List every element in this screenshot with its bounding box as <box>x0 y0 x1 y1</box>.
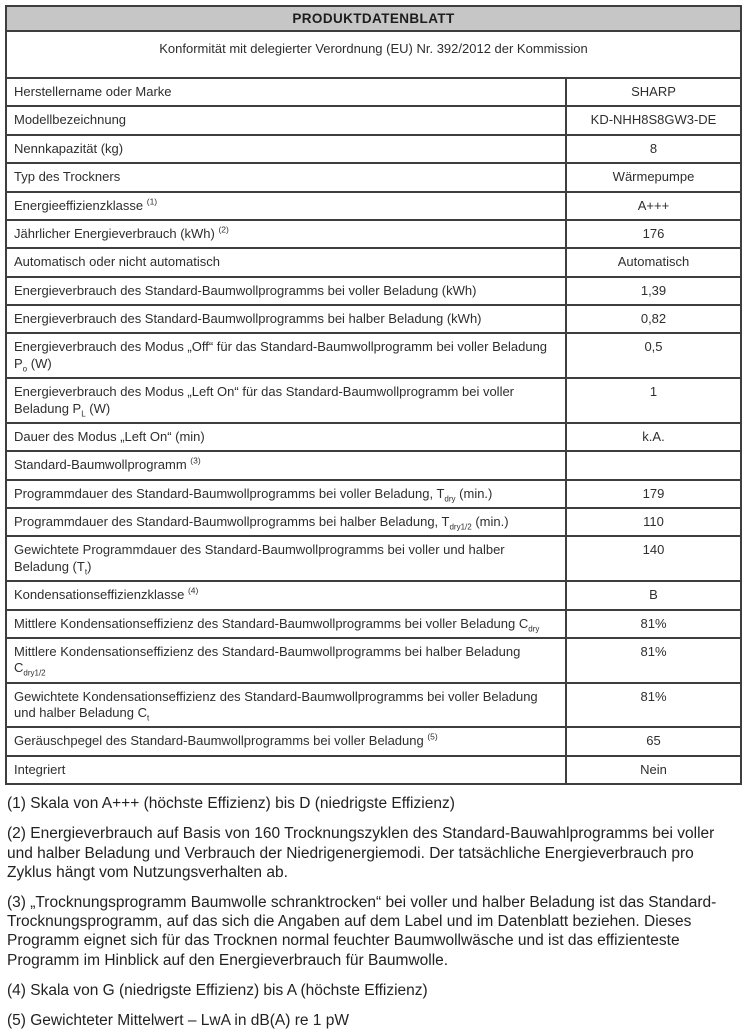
row-label: Typ des Trockners <box>6 163 566 191</box>
title-row <box>6 6 741 31</box>
table-row <box>6 423 741 451</box>
table-row <box>6 106 741 134</box>
row-value: Nein <box>566 756 741 784</box>
row-label: Gewichtete Programmdauer des Standard-Baumwollprogramms bei voller und halber Beladung $(T_t)$ <box>6 536 566 581</box>
row-value: 8 <box>566 135 741 163</box>
row-value: Automatisch <box>566 248 741 276</box>
footnote: (3) „Trocknungsprogramm Baumwolle schranktrocken“ bei voller und halber Beladung ist das Standard-Trocknungsprogramm, auf das sich die Angaben auf dem Label und im Datenblatt beziehen. Dieses Programm eignet sich für das Trocknen normal feuchter Baumwollwäsche und ist das effizienteste Programm im Hinblick auf den Energieverbrauch für Baumwolle. <box>7 894 717 969</box>
footnote-marker: (5) <box>427 732 438 743</box>
table-row <box>6 192 741 220</box>
row-label: Energieverbrauch des Modus „Off“ für das Standard-Baumwollprogramm bei voller Beladung $P_o$ (W) <box>6 333 566 378</box>
row-value <box>566 451 741 479</box>
footnote-marker: (2) <box>218 224 229 235</box>
table-row <box>6 727 741 755</box>
table-row <box>6 333 741 378</box>
row-value: SHARP <box>566 78 741 106</box>
table-row <box>6 78 741 106</box>
row-value: k.A. <box>566 423 741 451</box>
subscript: dry <box>444 494 456 504</box>
table-row <box>6 451 741 479</box>
table-row <box>6 248 741 276</box>
datasheet-subtitle: Konformität mit delegierter Verordnung (EU) Nr. 392/2012 der Kommission <box>6 31 741 78</box>
subscript: dry1/2 <box>449 522 472 532</box>
subscript: dry1/2 <box>23 668 46 678</box>
row-value: Wärmepumpe <box>566 163 741 191</box>
subscript: t <box>147 713 150 723</box>
row-value: 0,82 <box>566 305 741 333</box>
table-row <box>6 610 741 638</box>
subscript: dry <box>528 624 540 634</box>
row-value: 65 <box>566 727 741 755</box>
row-label: Standard-Baumwollprogramm $^{(3)}$ <box>6 451 566 479</box>
row-value: B <box>566 581 741 609</box>
row-value: 81% <box>566 638 741 683</box>
row-label: Gewichtete Kondensationseffizienz des Standard-Baumwollprogramms bei voller Beladung und halber Beladung $C_t$ <box>6 683 566 728</box>
row-value: 179 <box>566 480 741 508</box>
footnote: (1) Skala von A+++ (höchste Effizienz) bis D (niedrigste Effizienz) <box>7 795 455 813</box>
datasheet-rows <box>6 78 741 784</box>
subscript: L <box>81 409 86 419</box>
row-label: Energieverbrauch des Modus „Left On“ für das Standard-Baumwollprogramm bei voller Beladung $P_L$ (W) <box>6 378 566 423</box>
row-label: Kondensationseffizienzklasse $^{(4)}$ <box>6 581 566 609</box>
row-value: 0,5 <box>566 333 741 378</box>
footnote-marker: (1) <box>146 196 158 207</box>
row-label: Programmdauer des Standard-Baumwollprogramms bei voller Beladung, $T_{dry}$ (min.) <box>6 480 566 508</box>
row-label: Mittlere Kondensationseffizienz des Standard-Baumwollprogramms bei voller Beladung $C_{dry}$ <box>6 610 566 638</box>
row-label: Integriert <box>6 756 566 784</box>
table-row <box>6 638 741 683</box>
subscript: t <box>84 567 88 577</box>
row-label: Automatisch oder nicht automatisch <box>6 248 566 276</box>
row-value: A+++ <box>566 192 741 220</box>
row-label: Mittlere Kondensationseffizienz des Standard-Baumwollprogramms bei halber Beladung $C_{dry1/2}$ <box>6 638 566 683</box>
row-value: 81% <box>566 683 741 728</box>
row-label: Modellbezeichnung <box>6 106 566 134</box>
datasheet-title: PRODUKTDATENBLATT <box>6 6 741 31</box>
table-row <box>6 163 741 191</box>
table-row <box>6 480 741 508</box>
table-row <box>6 305 741 333</box>
footnote: (2) Energieverbrauch auf Basis von 160 Trocknungszyklen des Standard-Bauwahlprogramms bei voller und halber Beladung und Verbrauch der Niedrigenergiemodi. Der tatsächliche Energieverbrauch pro Zyklus hängt vom Nutzungsverhalten ab. <box>7 825 715 881</box>
row-label: Geräuschpegel des Standard-Baumwollprogramms bei voller Beladung $^{(5)}$ <box>6 727 566 755</box>
table-row <box>6 135 741 163</box>
row-label: Dauer des Modus „Left On“ (min) <box>6 423 566 451</box>
row-value: 176 <box>566 220 741 248</box>
product-datasheet-table <box>5 5 742 785</box>
row-label: Jährlicher Energieverbrauch (kWh) $^{(2)}$ <box>6 220 566 248</box>
footnote: (4) Skala von G (niedrigste Effizienz) bis A (höchste Effizienz) <box>7 981 428 999</box>
table-row <box>6 581 741 609</box>
table-row <box>6 536 741 581</box>
row-label: Herstellername oder Marke <box>6 78 566 106</box>
footnotes-section <box>5 785 740 1030</box>
footnote-marker: (3) <box>190 455 201 466</box>
row-label: Programmdauer des Standard-Baumwollprogramms bei halber Beladung, $T_{dry1/2}$ (min.) <box>6 508 566 536</box>
table-row <box>6 378 741 423</box>
footnote: (5) Gewichteter Mittelwert – LwA in dB(A) re 1 pW <box>7 1012 349 1030</box>
row-value: 81% <box>566 610 741 638</box>
row-label: Energieverbrauch des Standard-Baumwollprogramms bei voller Beladung (kWh) <box>6 277 566 305</box>
row-value: 1 <box>566 378 741 423</box>
subtitle-row <box>6 31 741 78</box>
subscript: o <box>22 364 28 374</box>
row-value: 1,39 <box>566 277 741 305</box>
table-row <box>6 220 741 248</box>
row-value: 110 <box>566 508 741 536</box>
footnote-marker: (4) <box>187 585 199 596</box>
row-label: Energieverbrauch des Standard-Baumwollprogramms bei halber Beladung (kWh) <box>6 305 566 333</box>
row-label: Nennkapazität (kg) <box>6 135 566 163</box>
table-row <box>6 756 741 784</box>
table-row <box>6 277 741 305</box>
table-row <box>6 508 741 536</box>
table-row <box>6 683 741 728</box>
row-label: Energieeffizienzklasse $^{(1)}$ <box>6 192 566 220</box>
row-value: 140 <box>566 536 741 581</box>
row-value: KD-NHH8S8GW3-DE <box>566 106 741 134</box>
